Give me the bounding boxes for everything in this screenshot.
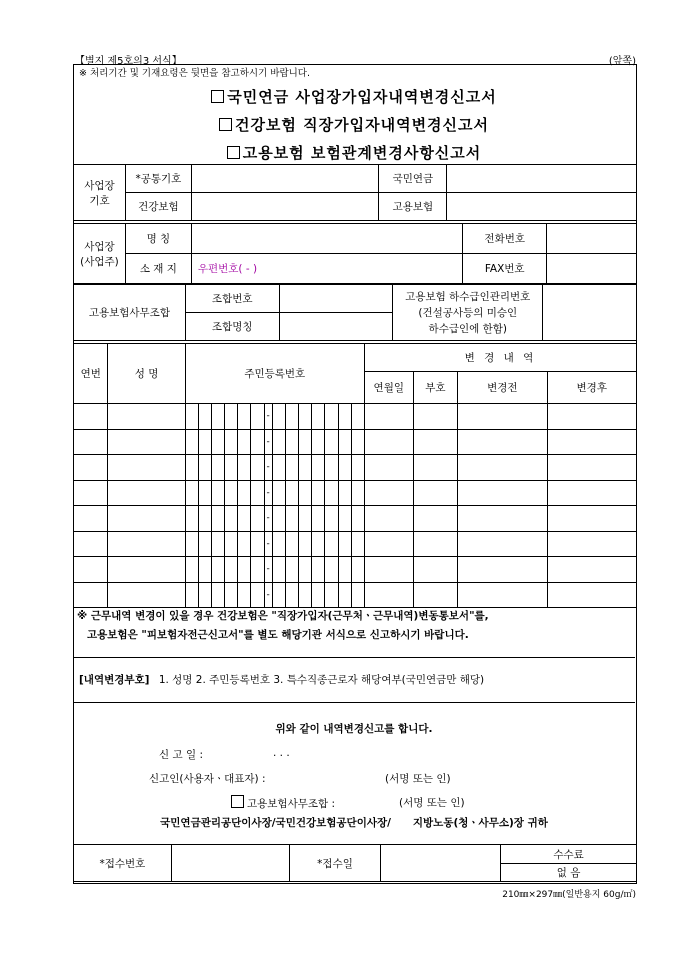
fee-label: 수수료 bbox=[501, 845, 637, 864]
rrn-digit-cell[interactable] bbox=[225, 506, 238, 532]
rrn-digit-cell[interactable] bbox=[351, 506, 364, 532]
rrn-digit-cell[interactable] bbox=[211, 429, 224, 455]
rrn-digit-cell[interactable] bbox=[238, 455, 251, 481]
rrn-digit-cell[interactable] bbox=[351, 455, 364, 481]
col-date: 연월일 bbox=[364, 372, 413, 404]
rrn-digit-cell[interactable] bbox=[312, 582, 325, 608]
rrn-digit-cell[interactable] bbox=[285, 557, 298, 583]
rrn-digit-cell[interactable] bbox=[325, 429, 338, 455]
rrn-dash: - bbox=[264, 557, 272, 583]
union-label: 고용보험사무조합 bbox=[74, 285, 186, 341]
rrn-digit-cell[interactable] bbox=[198, 404, 211, 430]
report-date-label: 신 고 일 : bbox=[159, 749, 203, 761]
rrn-digit-cell[interactable] bbox=[238, 480, 251, 506]
address-label: 소 재 지 bbox=[125, 254, 191, 284]
rrn-digit-cell[interactable] bbox=[338, 506, 351, 532]
rrn-digit-cell[interactable] bbox=[325, 557, 338, 583]
col-after: 변경후 bbox=[547, 372, 637, 404]
rrn-digit-cell[interactable] bbox=[312, 429, 325, 455]
after-cell[interactable] bbox=[547, 582, 637, 608]
change-codes bbox=[73, 657, 635, 701]
receipt-no-label: *접수번호 bbox=[74, 845, 172, 882]
rrn-digit-cell[interactable] bbox=[338, 404, 351, 430]
seq-cell[interactable] bbox=[74, 429, 108, 455]
rrn-digit-cell[interactable] bbox=[198, 557, 211, 583]
rrn-digit-cell[interactable] bbox=[198, 480, 211, 506]
before-cell[interactable] bbox=[458, 480, 547, 506]
rrn-digit-cell[interactable] bbox=[238, 582, 251, 608]
rrn-digit-cell[interactable] bbox=[299, 455, 312, 481]
rrn-digit-cell[interactable] bbox=[325, 582, 338, 608]
subcontract-field[interactable] bbox=[543, 285, 637, 341]
rrn-digit-cell[interactable] bbox=[185, 480, 198, 506]
fax-label: FAX번호 bbox=[463, 254, 547, 284]
rrn-digit-cell[interactable] bbox=[238, 506, 251, 532]
rrn-digit-cell[interactable] bbox=[211, 506, 224, 532]
union-checkbox[interactable] bbox=[231, 795, 244, 808]
checkbox-pension[interactable] bbox=[211, 90, 224, 103]
rrn-digit-cell[interactable] bbox=[238, 404, 251, 430]
change-codes-label: [내역변경부호] bbox=[79, 674, 150, 686]
workplace-label: 사업장 기호 bbox=[74, 165, 126, 221]
rrn-digit-cell[interactable] bbox=[272, 480, 285, 506]
reporter-sign[interactable]: (서명 또는 인) bbox=[385, 773, 451, 785]
rrn-digit-cell[interactable] bbox=[251, 506, 264, 532]
col-name: 성 명 bbox=[108, 344, 185, 404]
pension-field[interactable] bbox=[447, 165, 637, 193]
rrn-digit-cell[interactable] bbox=[225, 582, 238, 608]
rrn-digit-cell[interactable] bbox=[185, 582, 198, 608]
rrn-digit-cell[interactable] bbox=[351, 404, 364, 430]
rrn-digit-cell[interactable] bbox=[299, 582, 312, 608]
report-date-field[interactable]: . . . bbox=[273, 747, 290, 759]
rrn-digit-cell[interactable] bbox=[185, 429, 198, 455]
fee-value: 없 음 bbox=[501, 864, 637, 882]
union-no-label: 조합번호 bbox=[185, 285, 279, 313]
paper-spec: 210㎜×297㎜(일반용지 60g/㎡) bbox=[502, 890, 636, 900]
seq-cell[interactable] bbox=[74, 582, 108, 608]
table-row bbox=[74, 480, 637, 506]
subcontract-label: 고용보험 하수급인관리번호 (건설공사등의 미승인 하수급인에 한함) bbox=[393, 285, 543, 341]
rrn-digit-cell[interactable] bbox=[285, 429, 298, 455]
rrn-digit-cell[interactable] bbox=[251, 455, 264, 481]
col-seq: 연번 bbox=[74, 344, 108, 404]
union-sign-line: 고용보험사무조합 : bbox=[231, 795, 335, 811]
rrn-digit-cell[interactable] bbox=[238, 429, 251, 455]
union-table bbox=[73, 284, 637, 341]
seq-cell[interactable] bbox=[74, 404, 108, 430]
col-changes: 변 경 내 역 bbox=[364, 344, 636, 372]
rrn-digit-cell[interactable] bbox=[285, 404, 298, 430]
rrn-digit-cell[interactable] bbox=[251, 582, 264, 608]
rrn-digit-cell[interactable] bbox=[351, 531, 364, 557]
rrn-digit-cell[interactable] bbox=[185, 455, 198, 481]
after-cell[interactable] bbox=[547, 429, 637, 455]
title-health: 건강보험 직장가입자내역변경신고서 bbox=[73, 114, 635, 135]
postal-code-field[interactable]: 우편번호( - ) bbox=[191, 254, 462, 284]
table-row bbox=[74, 506, 637, 532]
rrn-digit-cell[interactable] bbox=[251, 429, 264, 455]
date-cell[interactable] bbox=[364, 455, 413, 481]
business-name-label: 명 칭 bbox=[125, 224, 191, 254]
date-cell[interactable] bbox=[364, 557, 413, 583]
rrn-digit-cell[interactable] bbox=[198, 429, 211, 455]
code-cell[interactable] bbox=[413, 404, 458, 430]
date-cell[interactable] bbox=[364, 506, 413, 532]
code-cell[interactable] bbox=[413, 429, 458, 455]
rrn-digit-cell[interactable] bbox=[211, 455, 224, 481]
rrn-digit-cell[interactable] bbox=[338, 480, 351, 506]
name-cell[interactable] bbox=[108, 480, 185, 506]
health-label: 건강보험 bbox=[125, 193, 191, 221]
table-row bbox=[74, 429, 637, 455]
common-code-field[interactable] bbox=[191, 165, 379, 193]
seq-cell[interactable] bbox=[74, 455, 108, 481]
before-cell[interactable] bbox=[458, 429, 547, 455]
checkbox-employment[interactable] bbox=[227, 146, 240, 159]
rrn-dash: - bbox=[264, 506, 272, 532]
name-cell[interactable] bbox=[108, 557, 185, 583]
rrn-digit-cell[interactable] bbox=[299, 506, 312, 532]
page-side-label: (앞쪽) bbox=[608, 56, 636, 67]
receipt-table bbox=[73, 844, 637, 882]
addressee: 국민연금관리공단이사장/국민건강보험공단이사장/ 지방노동(청ㆍ사무소)장 귀하 bbox=[160, 817, 548, 829]
rrn-dash: - bbox=[264, 531, 272, 557]
table-row bbox=[74, 531, 637, 557]
after-cell[interactable] bbox=[547, 506, 637, 532]
rrn-digit-cell[interactable] bbox=[251, 531, 264, 557]
rrn-digit-cell[interactable] bbox=[211, 557, 224, 583]
rrn-digit-cell[interactable] bbox=[312, 506, 325, 532]
table-row bbox=[74, 557, 637, 583]
title-block bbox=[73, 64, 635, 162]
rrn-digit-cell[interactable] bbox=[251, 480, 264, 506]
rrn-digit-cell[interactable] bbox=[299, 429, 312, 455]
declaration-statement: 위와 같이 내역변경신고를 합니다. bbox=[275, 723, 433, 735]
rrn-digit-cell[interactable] bbox=[185, 557, 198, 583]
rrn-digit-cell[interactable] bbox=[211, 531, 224, 557]
code-cell[interactable] bbox=[413, 557, 458, 583]
rrn-digit-cell[interactable] bbox=[312, 480, 325, 506]
rrn-digit-cell[interactable] bbox=[185, 506, 198, 532]
code-cell[interactable] bbox=[413, 480, 458, 506]
business-label: 사업장 (사업주) bbox=[74, 224, 126, 284]
code-cell[interactable] bbox=[413, 455, 458, 481]
rrn-digit-cell[interactable] bbox=[211, 582, 224, 608]
rrn-digit-cell[interactable] bbox=[251, 557, 264, 583]
name-cell[interactable] bbox=[108, 404, 185, 430]
rrn-digit-cell[interactable] bbox=[285, 480, 298, 506]
business-name-field[interactable] bbox=[191, 224, 462, 254]
union-sign[interactable]: (서명 또는 인) bbox=[399, 797, 465, 809]
work-change-note: ※ 근무내역 변경이 있을 경우 건강보험은 "직장가입자(근무처ㆍ근무내역)변동통보서"를, 고용보험은 "피보험자전근신고서"를 별도 해당기관 서식으로 신고하시기 바랍니다. bbox=[77, 610, 489, 641]
rrn-digit-cell[interactable] bbox=[225, 557, 238, 583]
seq-cell[interactable] bbox=[74, 557, 108, 583]
seq-cell[interactable] bbox=[74, 531, 108, 557]
employment-field[interactable] bbox=[447, 193, 637, 221]
rrn-digit-cell[interactable] bbox=[299, 557, 312, 583]
rrn-dash: - bbox=[264, 582, 272, 608]
name-cell[interactable] bbox=[108, 531, 185, 557]
name-cell[interactable] bbox=[108, 582, 185, 608]
date-cell[interactable] bbox=[364, 480, 413, 506]
union-name-field[interactable] bbox=[279, 313, 393, 341]
common-code-label: *공통기호 bbox=[125, 165, 191, 193]
health-field[interactable] bbox=[191, 193, 379, 221]
code-cell[interactable] bbox=[413, 582, 458, 608]
form-number: 【별지 제5호의3 서식】 bbox=[75, 56, 182, 67]
before-cell[interactable] bbox=[458, 557, 547, 583]
rrn-digit-cell[interactable] bbox=[351, 480, 364, 506]
employment-label: 고용보험 bbox=[379, 193, 447, 221]
rrn-digit-cell[interactable] bbox=[272, 404, 285, 430]
rrn-digit-cell[interactable] bbox=[198, 506, 211, 532]
rrn-digit-cell[interactable] bbox=[185, 404, 198, 430]
change-details-table bbox=[73, 343, 637, 608]
rrn-digit-cell[interactable] bbox=[198, 582, 211, 608]
rrn-digit-cell[interactable] bbox=[272, 455, 285, 481]
rrn-digit-cell[interactable] bbox=[325, 455, 338, 481]
rrn-digit-cell[interactable] bbox=[198, 531, 211, 557]
before-cell[interactable] bbox=[458, 582, 547, 608]
rrn-digit-cell[interactable] bbox=[338, 429, 351, 455]
rrn-digit-cell[interactable] bbox=[251, 404, 264, 430]
after-cell[interactable] bbox=[547, 557, 637, 583]
table-row bbox=[74, 582, 637, 608]
table-row bbox=[74, 404, 637, 430]
rrn-dash: - bbox=[264, 404, 272, 430]
rrn-digit-cell[interactable] bbox=[312, 557, 325, 583]
rrn-digit-cell[interactable] bbox=[312, 404, 325, 430]
workplace-code-table bbox=[73, 164, 637, 221]
date-cell[interactable] bbox=[364, 531, 413, 557]
rrn-digit-cell[interactable] bbox=[325, 404, 338, 430]
phone-label: 전화번호 bbox=[463, 224, 547, 254]
reporter-label: 신고인(사용자ㆍ대표자) : bbox=[149, 773, 266, 785]
fax-field[interactable] bbox=[547, 254, 637, 284]
rrn-digit-cell[interactable] bbox=[325, 506, 338, 532]
change-codes-items: 1. 성명 2. 주민등록번호 3. 특수직종근로자 해당여부(국민연금만 해당) bbox=[158, 674, 485, 686]
rrn-dash: - bbox=[264, 455, 272, 481]
date-cell[interactable] bbox=[364, 582, 413, 608]
rrn-digit-cell[interactable] bbox=[299, 480, 312, 506]
rrn-digit-cell[interactable] bbox=[338, 531, 351, 557]
rrn-digit-cell[interactable] bbox=[225, 480, 238, 506]
rrn-digit-cell[interactable] bbox=[285, 506, 298, 532]
after-cell[interactable] bbox=[547, 455, 637, 481]
receipt-no-field[interactable] bbox=[171, 845, 289, 882]
phone-field[interactable] bbox=[547, 224, 637, 254]
rrn-digit-cell[interactable] bbox=[238, 557, 251, 583]
rrn-digit-cell[interactable] bbox=[325, 531, 338, 557]
after-cell[interactable] bbox=[547, 531, 637, 557]
rrn-digit-cell[interactable] bbox=[272, 429, 285, 455]
seq-cell[interactable] bbox=[74, 480, 108, 506]
rrn-dash: - bbox=[264, 429, 272, 455]
checkbox-health[interactable] bbox=[219, 118, 232, 131]
rrn-digit-cell[interactable] bbox=[299, 531, 312, 557]
title-pension: 국민연금 사업장가입자내역변경신고서 bbox=[73, 86, 635, 107]
receipt-date-field[interactable] bbox=[381, 845, 501, 882]
rrn-digit-cell[interactable] bbox=[272, 506, 285, 532]
rrn-digit-cell[interactable] bbox=[312, 531, 325, 557]
name-cell[interactable] bbox=[108, 455, 185, 481]
rrn-digit-cell[interactable] bbox=[338, 455, 351, 481]
name-cell[interactable] bbox=[108, 506, 185, 532]
rrn-digit-cell[interactable] bbox=[272, 531, 285, 557]
before-cell[interactable] bbox=[458, 506, 547, 532]
rrn-digit-cell[interactable] bbox=[351, 429, 364, 455]
union-name-label: 조합명칭 bbox=[185, 313, 279, 341]
before-cell[interactable] bbox=[458, 531, 547, 557]
after-cell[interactable] bbox=[547, 404, 637, 430]
rrn-digit-cell[interactable] bbox=[225, 531, 238, 557]
rrn-digit-cell[interactable] bbox=[338, 582, 351, 608]
title-employment: 고용보험 보험관계변경사항신고서 bbox=[73, 142, 635, 163]
rrn-digit-cell[interactable] bbox=[211, 404, 224, 430]
col-before: 변경전 bbox=[458, 372, 547, 404]
rrn-digit-cell[interactable] bbox=[272, 557, 285, 583]
rrn-digit-cell[interactable] bbox=[338, 557, 351, 583]
rrn-digit-cell[interactable] bbox=[225, 404, 238, 430]
code-cell[interactable] bbox=[413, 531, 458, 557]
rrn-digit-cell[interactable] bbox=[272, 582, 285, 608]
rrn-digit-cell[interactable] bbox=[299, 404, 312, 430]
before-cell[interactable] bbox=[458, 404, 547, 430]
business-table bbox=[73, 223, 637, 284]
date-cell[interactable] bbox=[364, 404, 413, 430]
name-cell[interactable] bbox=[108, 429, 185, 455]
processing-note: ※ 처리기간 및 기재요령은 뒷면을 참고하시기 바랍니다. bbox=[79, 68, 310, 79]
rrn-digit-cell[interactable] bbox=[285, 455, 298, 481]
rrn-digit-cell[interactable] bbox=[225, 429, 238, 455]
rrn-dash: - bbox=[264, 480, 272, 506]
rrn-digit-cell[interactable] bbox=[325, 480, 338, 506]
rrn-digit-cell[interactable] bbox=[312, 455, 325, 481]
table-row bbox=[74, 455, 637, 481]
declaration bbox=[73, 702, 635, 844]
seq-cell[interactable] bbox=[74, 506, 108, 532]
before-cell[interactable] bbox=[458, 455, 547, 481]
union-no-field[interactable] bbox=[279, 285, 393, 313]
receipt-date-label: *접수일 bbox=[289, 845, 381, 882]
code-cell[interactable] bbox=[413, 506, 458, 532]
pension-label: 국민연금 bbox=[379, 165, 447, 193]
date-cell[interactable] bbox=[364, 429, 413, 455]
rrn-digit-cell[interactable] bbox=[238, 531, 251, 557]
rrn-digit-cell[interactable] bbox=[285, 531, 298, 557]
rrn-digit-cell[interactable] bbox=[351, 582, 364, 608]
col-rrn: 주민등록번호 bbox=[185, 344, 364, 404]
rrn-digit-cell[interactable] bbox=[285, 582, 298, 608]
rrn-digit-cell[interactable] bbox=[211, 480, 224, 506]
rrn-digit-cell[interactable] bbox=[198, 455, 211, 481]
col-code: 부호 bbox=[413, 372, 458, 404]
rrn-digit-cell[interactable] bbox=[225, 455, 238, 481]
after-cell[interactable] bbox=[547, 480, 637, 506]
rrn-digit-cell[interactable] bbox=[351, 557, 364, 583]
rrn-digit-cell[interactable] bbox=[185, 531, 198, 557]
